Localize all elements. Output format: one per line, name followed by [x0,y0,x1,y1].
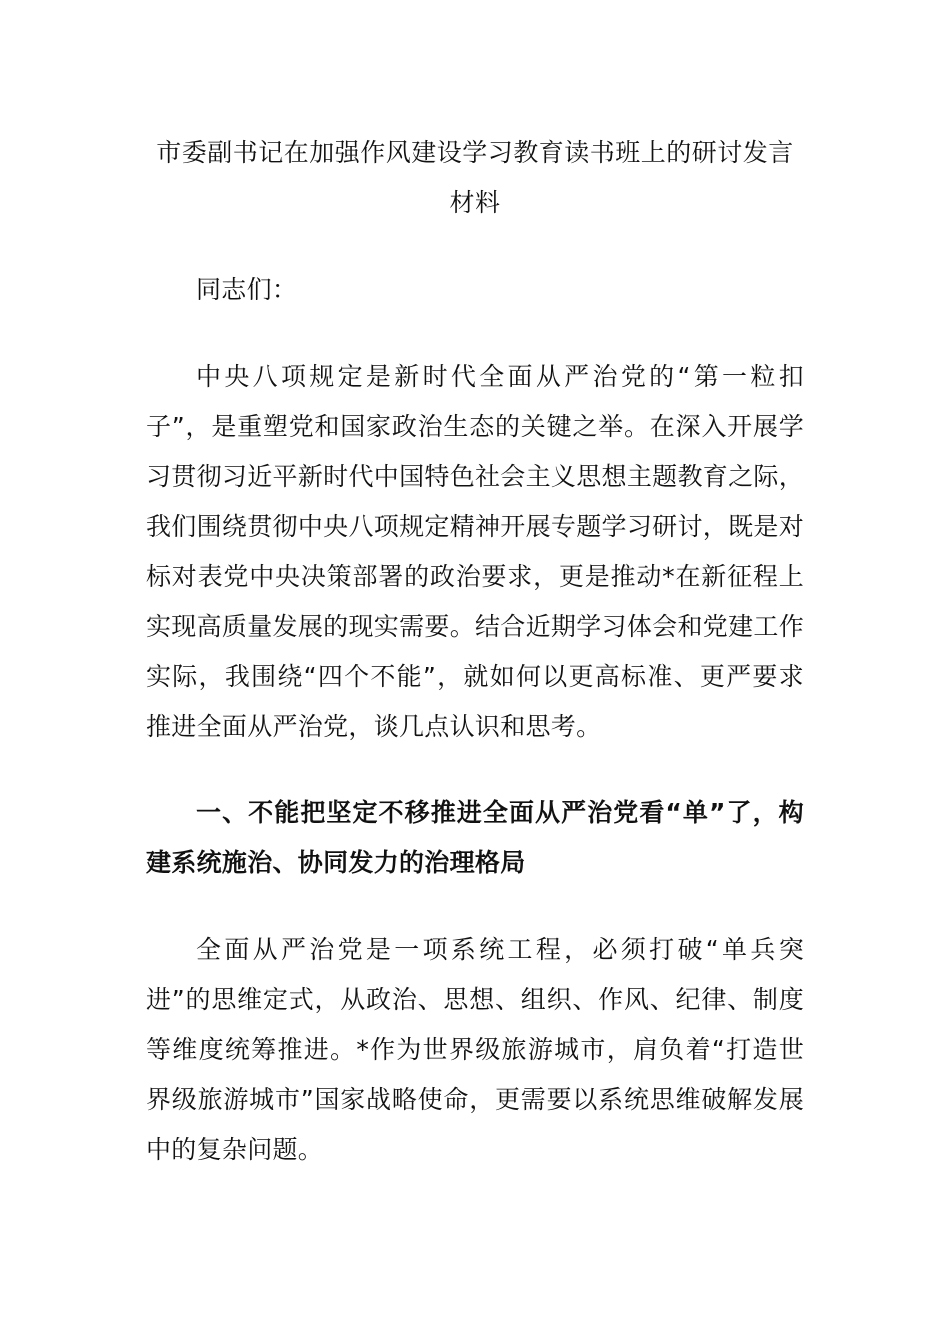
salutation: 同志们： [196,275,298,304]
section-1-heading: 一、不能把坚定不移推进全面从严治党看“单”了，构建系统施治、协同发力的治理格局 [146,798,804,877]
intro-paragraph: 中央八项规定是新时代全面从严治党的“第一粒扣子”，是重塑党和国家政治生态的关键之举。在深入开展学习贯彻习近平新时代中国特色社会主义思想主题教育之际，我们围绕贯彻中央八项规定精神开展专题学习研讨，既是对标对表党中央决策部署的政治要求，更是推动*在新征程上实现高质量发展的现实需要。结合近期学习体会和党建工作实际，我围绕“四个不能”，就如何以更高标准、更严要求推进全面从严治党，谈几点认识和思考。 [146,362,804,741]
section-1-paragraph: 全面从严治党是一项系统工程，必须打破“单兵突进”的思维定式，从政治、思想、组织、作风、纪律、制度等维度统筹推进。*作为世界级旅游城市，肩负着“打造世界级旅游城市”国家战略使命，更需要以系统思维破解发展中的复杂问题。 [146,935,804,1164]
document-title: 市委副书记在加强作风建设学习教育读书班上的研讨发言材料 [156,138,794,217]
